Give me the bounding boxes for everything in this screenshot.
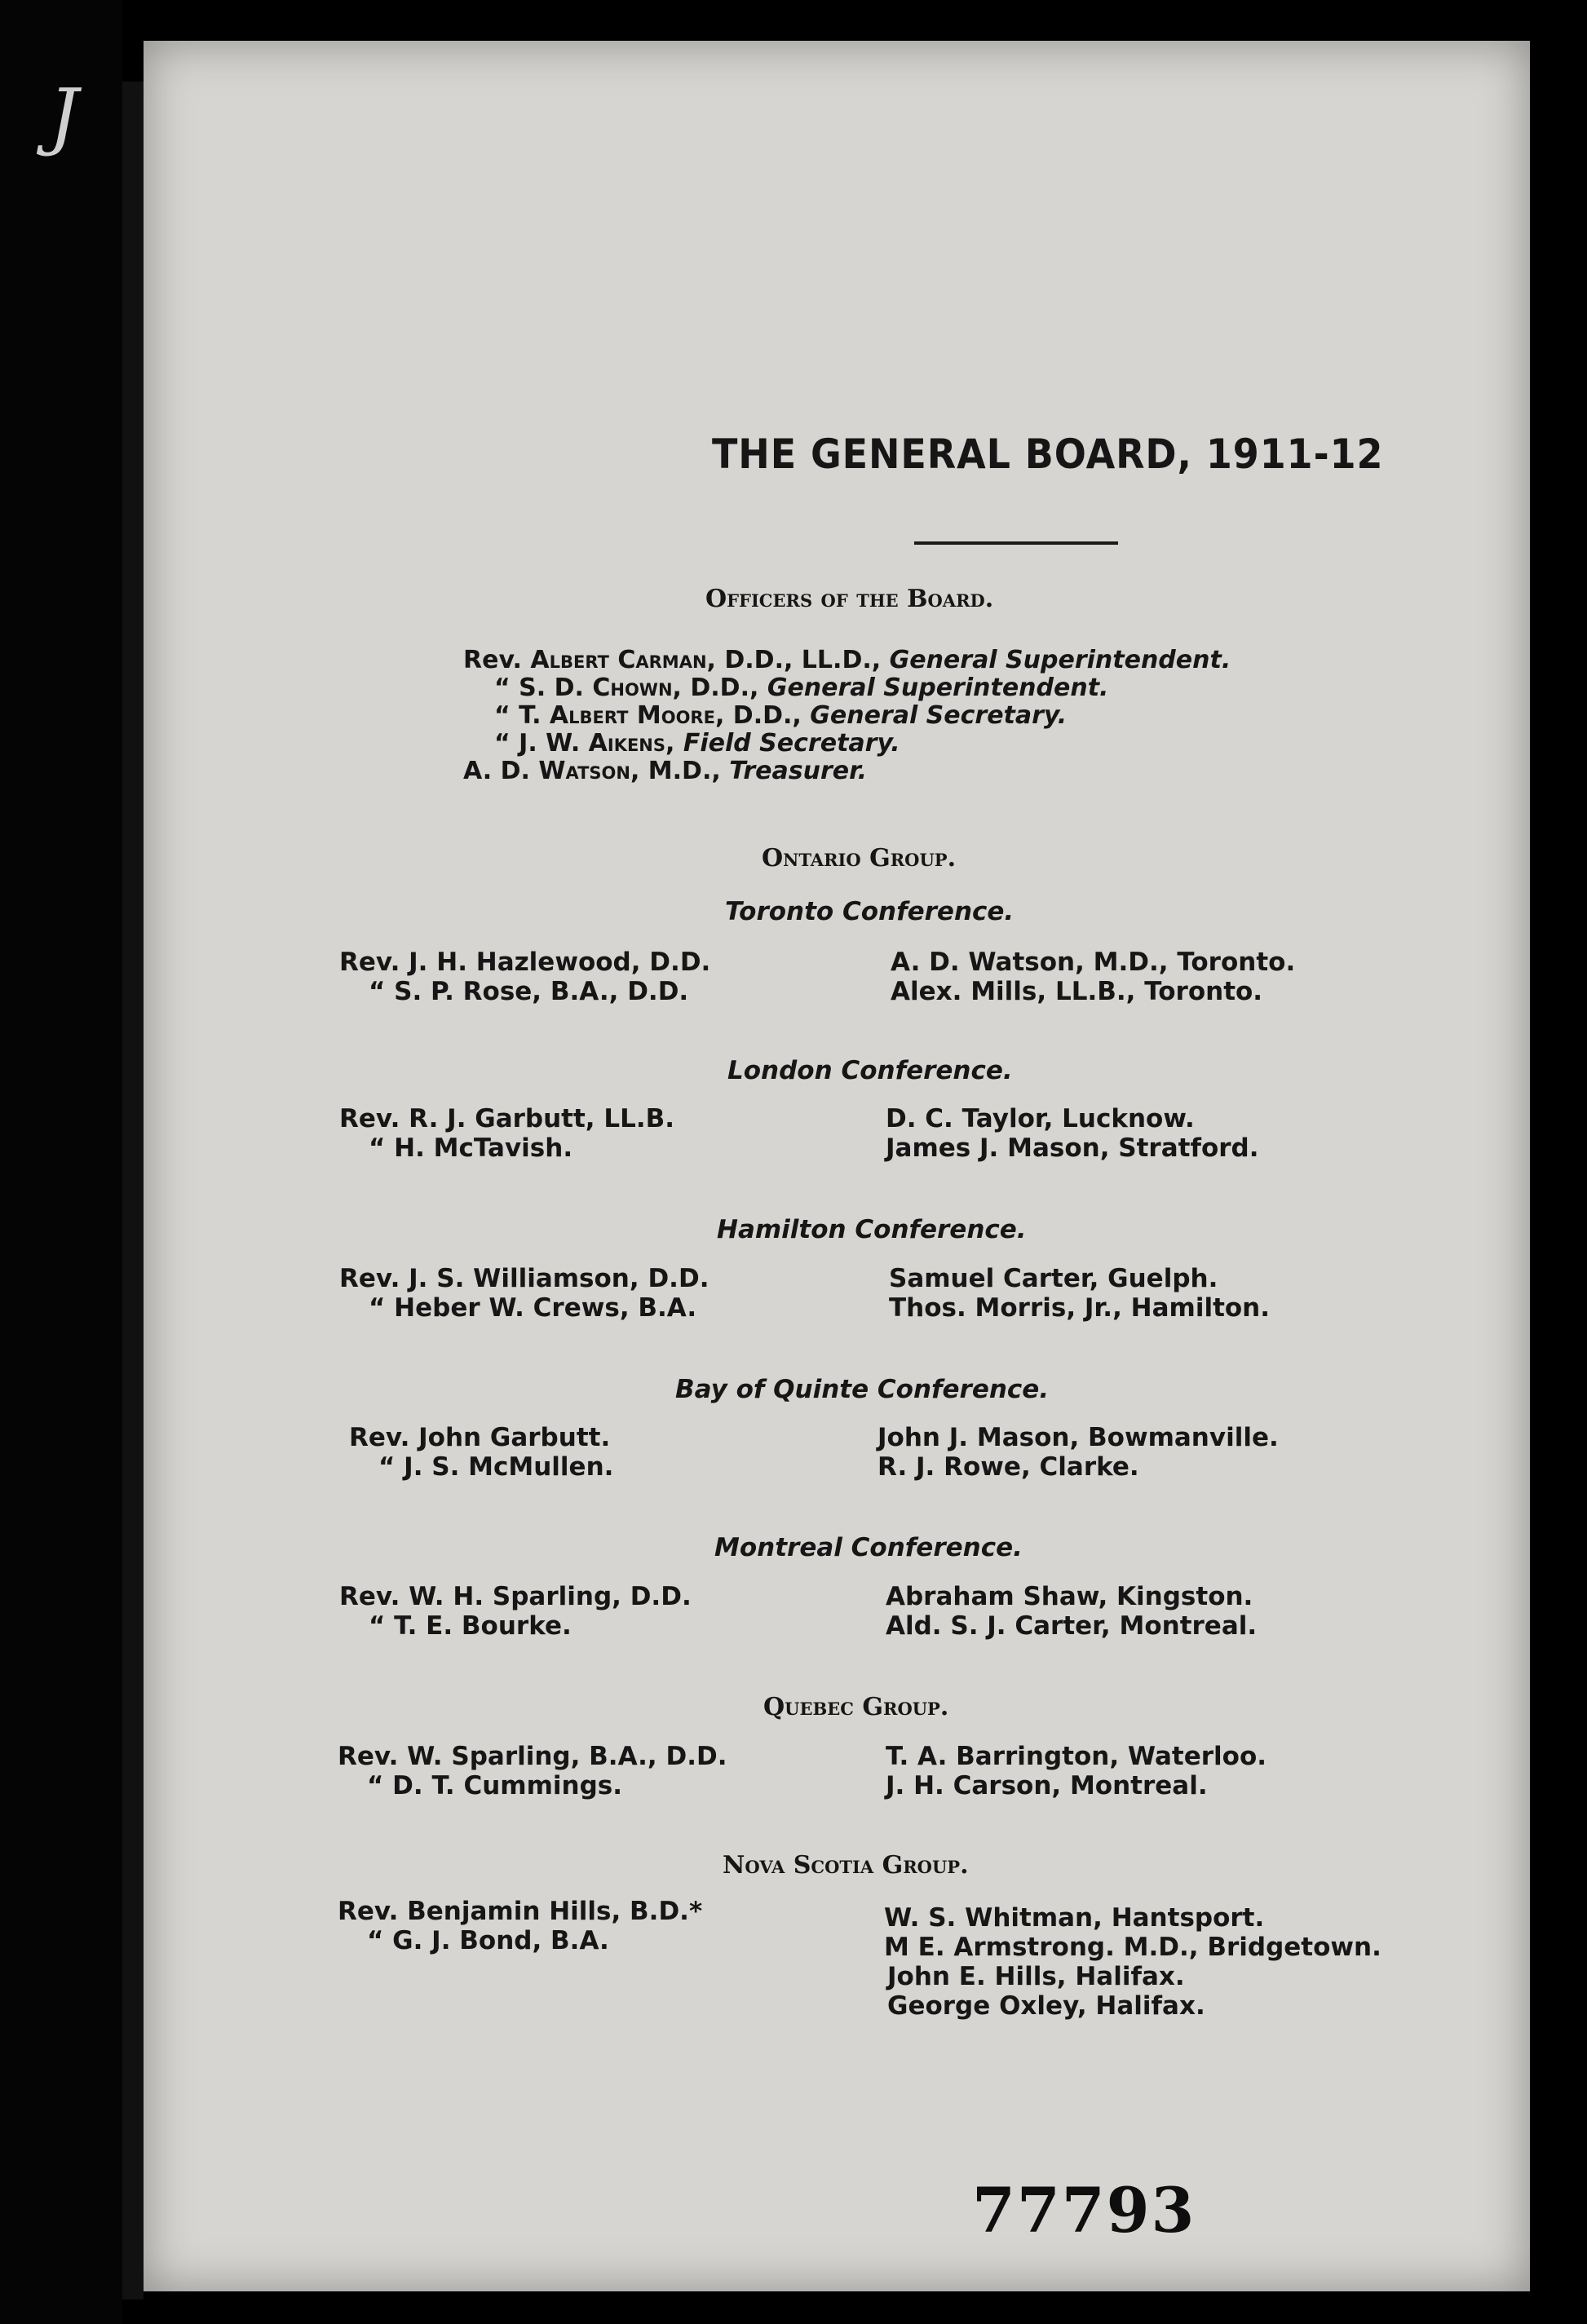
scan-dark-margin bbox=[0, 0, 122, 2324]
member-name: W. S. Whitman, Hantsport. bbox=[884, 1903, 1265, 1933]
montreal-conference-heading: Montreal Conference. bbox=[714, 1533, 1023, 1562]
officer-line: A. D. Watson, M.D., Treasurer. bbox=[463, 757, 868, 785]
member-name: John J. Mason, Bowmanville. bbox=[877, 1423, 1279, 1452]
member-name: “ T. E. Bourke. bbox=[369, 1611, 572, 1641]
toronto-conference-heading: Toronto Conference. bbox=[725, 897, 1015, 926]
member-name: Alex. Mills, LL.B., Toronto. bbox=[891, 977, 1263, 1006]
member-name: “ S. P. Rose, B.A., D.D. bbox=[369, 977, 689, 1006]
officer-line: “ T. Albert Moore, D.D., General Secretary. bbox=[494, 701, 1068, 730]
member-name: Rev. John Garbutt. bbox=[349, 1423, 611, 1452]
member-name: Rev. W. H. Sparling, D.D. bbox=[339, 1582, 692, 1611]
member-name: Rev. J. H. Hazlewood, D.D. bbox=[339, 948, 711, 977]
member-name: R. J. Rowe, Clarke. bbox=[877, 1452, 1139, 1482]
ontario-group-heading: Ontario Group. bbox=[762, 844, 957, 873]
member-name: T. A. Barrington, Waterloo. bbox=[886, 1742, 1267, 1771]
member-name: “ Heber W. Crews, B.A. bbox=[369, 1293, 697, 1323]
member-name: Rev. R. J. Garbutt, LL.B. bbox=[339, 1104, 675, 1133]
hamilton-conference-heading: Hamilton Conference. bbox=[717, 1215, 1027, 1244]
member-name: James J. Mason, Stratford. bbox=[886, 1133, 1259, 1163]
document-page bbox=[144, 41, 1530, 2291]
book-spine-edge bbox=[122, 82, 144, 2300]
member-name: M E. Armstrong. M.D., Bridgetown. bbox=[884, 1933, 1381, 1962]
member-name: Rev. J. S. Williamson, D.D. bbox=[339, 1264, 710, 1293]
member-name: George Oxley, Halifax. bbox=[887, 1991, 1205, 2021]
officer-line: “ J. W. Aikens, Field Secretary. bbox=[494, 729, 900, 758]
member-name: Abraham Shaw, Kingston. bbox=[886, 1582, 1253, 1611]
margin-pencil-mark: J bbox=[49, 73, 79, 159]
member-name: Rev. W. Sparling, B.A., D.D. bbox=[338, 1742, 727, 1771]
member-name: Thos. Morris, Jr., Hamilton. bbox=[889, 1293, 1271, 1323]
member-name: “ G. J. Bond, B.A. bbox=[367, 1926, 609, 1955]
page-title: THE GENERAL BOARD, 1911-12 bbox=[712, 431, 1384, 478]
member-name: “ J. S. McMullen. bbox=[378, 1452, 614, 1482]
member-name: J. H. Carson, Montreal. bbox=[886, 1771, 1208, 1800]
member-name: John E. Hills, Halifax. bbox=[887, 1962, 1185, 1991]
title-divider bbox=[914, 541, 1118, 545]
officers-heading: Officers of the Board. bbox=[705, 585, 994, 613]
officer-line: “ S. D. Chown, D.D., General Superintendent. bbox=[494, 674, 1109, 702]
member-name: D. C. Taylor, Lucknow. bbox=[886, 1104, 1195, 1133]
bay-of-quinte-conference-heading: Bay of Quinte Conference. bbox=[675, 1375, 1050, 1404]
member-name: Samuel Carter, Guelph. bbox=[889, 1264, 1218, 1293]
member-name: A. D. Watson, M.D., Toronto. bbox=[891, 948, 1296, 977]
member-name: “ H. McTavish. bbox=[369, 1133, 573, 1163]
officer-line: Rev. Albert Carman, D.D., LL.D., General Superintendent. bbox=[463, 646, 1231, 674]
page-number: 77793 bbox=[972, 2174, 1196, 2247]
london-conference-heading: London Conference. bbox=[727, 1056, 1013, 1085]
nova-scotia-group-heading: Nova Scotia Group. bbox=[723, 1851, 969, 1880]
member-name: Ald. S. J. Carter, Montreal. bbox=[886, 1611, 1258, 1641]
member-name: Rev. Benjamin Hills, B.D.* bbox=[338, 1897, 703, 1926]
quebec-group-heading: Quebec Group. bbox=[763, 1693, 949, 1721]
member-name: “ D. T. Cummings. bbox=[367, 1771, 623, 1800]
